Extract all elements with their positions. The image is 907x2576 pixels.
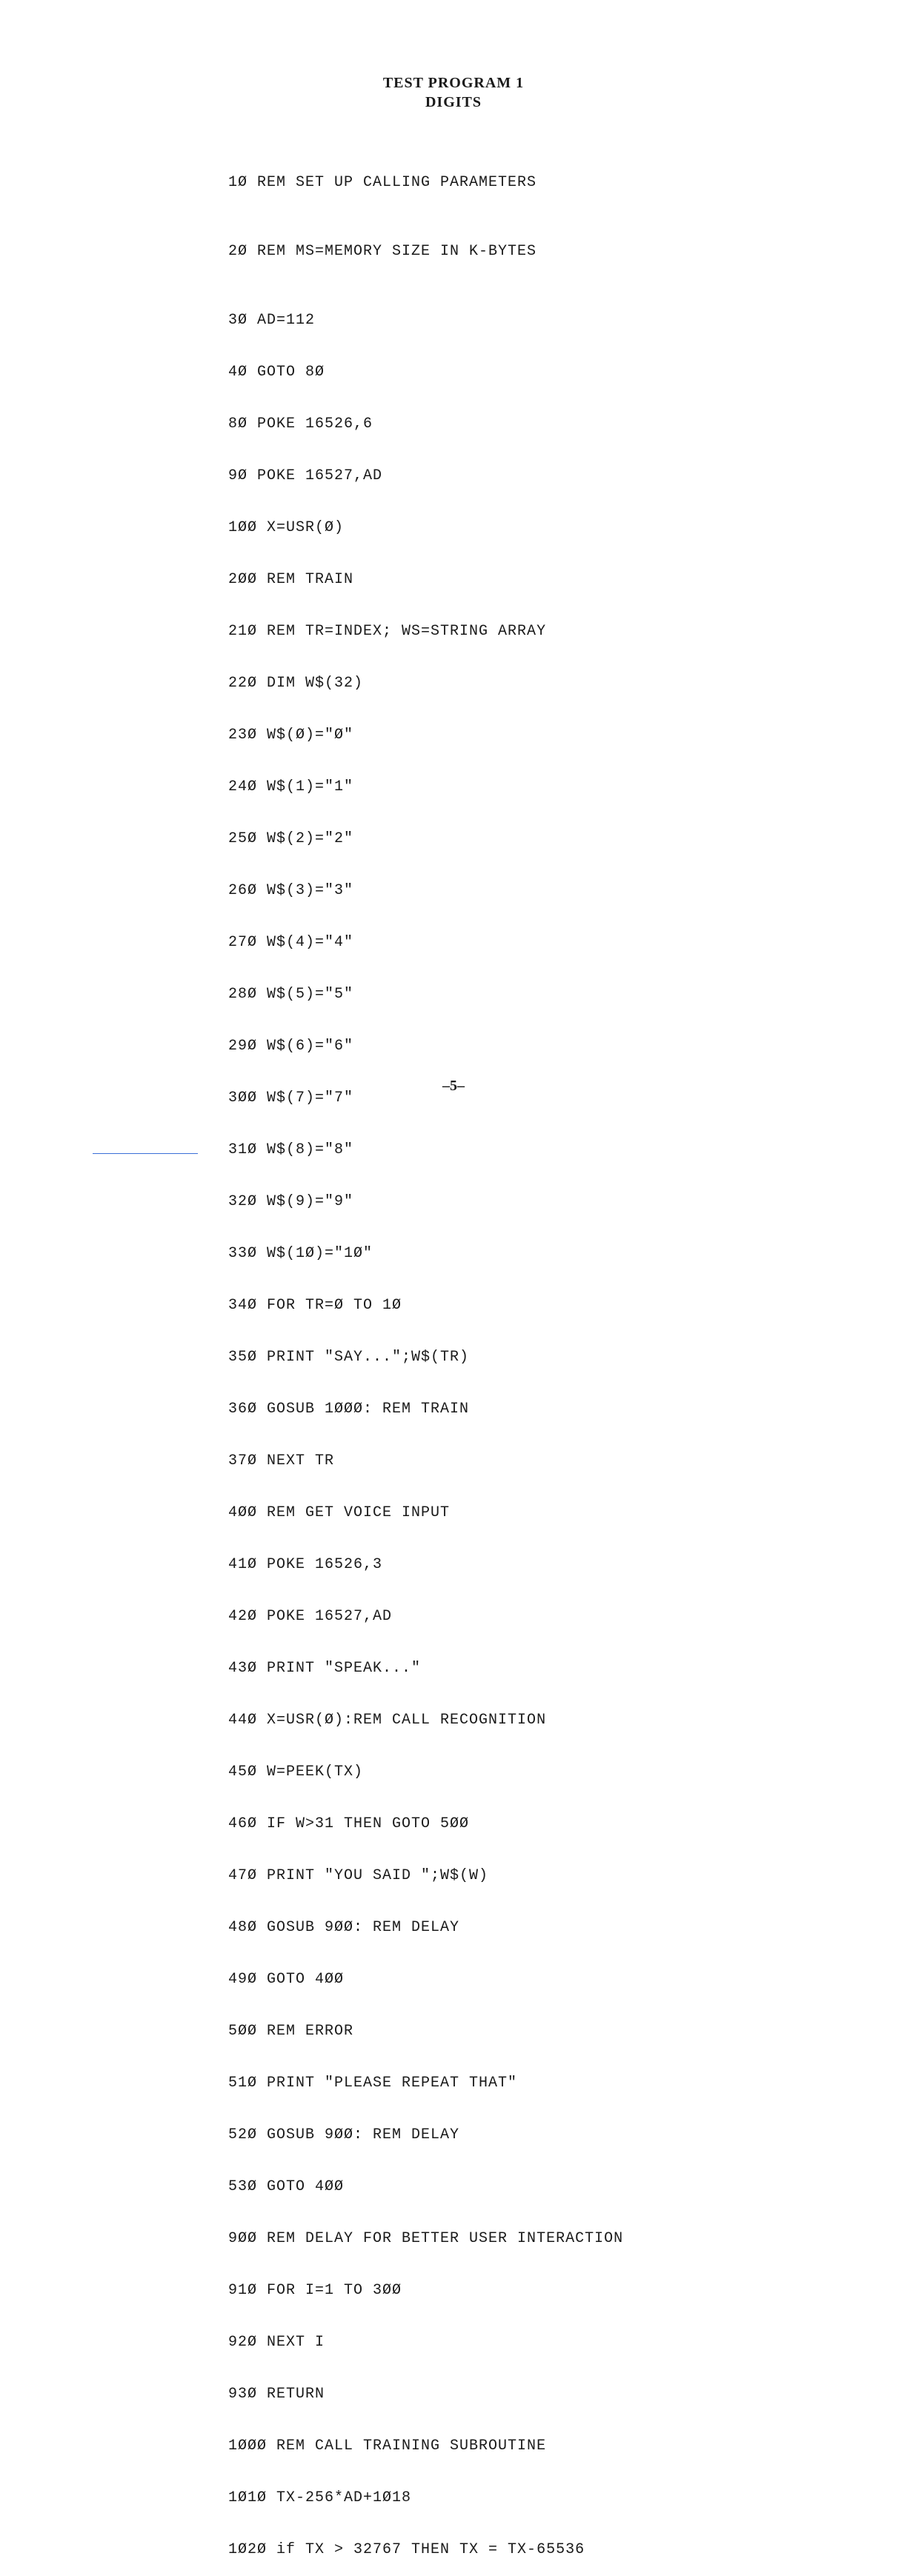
code-line: 24Ø W$(1)="1": [228, 778, 354, 795]
code-line: 46Ø IF W>31 THEN GOTO 5ØØ: [228, 1815, 470, 1832]
code-line: 2ØØ REM TRAIN: [228, 571, 354, 588]
code-line: 1Ø1Ø TX-256*AD+1Ø18: [228, 2489, 412, 2506]
code-line: 9Ø POKE 16527,AD: [228, 467, 383, 484]
code-line: 48Ø GOSUB 9ØØ: REM DELAY: [228, 1919, 460, 1936]
code-line: 36Ø GOSUB 1ØØØ: REM TRAIN: [228, 1401, 470, 1418]
code-line: 8Ø POKE 16526,6: [228, 416, 373, 433]
code-line: 53Ø GOTO 4ØØ: [228, 2178, 345, 2195]
code-line: 1ØØØ REM CALL TRAINING SUBROUTINE: [228, 2437, 547, 2455]
code-line: 27Ø W$(4)="4": [228, 934, 354, 951]
code-line: 93Ø RETURN: [228, 2386, 325, 2403]
code-line: 44Ø X=USR(Ø):REM CALL RECOGNITION: [228, 1712, 547, 1729]
code-line: 4Ø GOTO 8Ø: [228, 364, 325, 381]
code-listing: [228, 140, 880, 2576]
code-line: 43Ø PRINT "SPEAK...": [228, 1660, 422, 1677]
code-line: 26Ø W$(3)="3": [228, 882, 354, 899]
code-line: 28Ø W$(5)="5": [228, 986, 354, 1003]
code-line: 3Ø AD=112: [228, 312, 316, 329]
code-line: 21Ø REM TR=INDEX; WS=STRING ARRAY: [228, 623, 547, 640]
code-line: 92Ø NEXT I: [228, 2334, 325, 2351]
code-line: 42Ø POKE 16527,AD: [228, 1608, 393, 1625]
code-line: 1Ø REM SET UP CALLING PARAMETERS: [228, 174, 537, 191]
code-line: 23Ø W$(Ø)="Ø": [228, 727, 354, 744]
code-line: 33Ø W$(1Ø)="1Ø": [228, 1245, 373, 1262]
code-line: 35Ø PRINT "SAY...";W$(TR): [228, 1349, 470, 1366]
page-title: TEST PROGRAM 1: [382, 75, 525, 91]
code-line: 49Ø GOTO 4ØØ: [228, 1971, 345, 1988]
code-line: 51Ø PRINT "PLEASE REPEAT THAT": [228, 2075, 518, 2092]
code-line: 4ØØ REM GET VOICE INPUT: [228, 1504, 451, 1521]
code-line: 22Ø DIM W$(32): [228, 675, 364, 692]
code-line: 34Ø FOR TR=Ø TO 1Ø: [228, 1297, 402, 1314]
code-line: 47Ø PRINT "YOU SAID ";W$(W): [228, 1867, 489, 1884]
code-line: 45Ø W=PEEK(TX): [228, 1764, 364, 1781]
code-line: 9ØØ REM DELAY FOR BETTER USER INTERACTION: [228, 2230, 624, 2247]
code-line: 29Ø W$(6)="6": [228, 1038, 354, 1055]
footer-divider: [93, 1153, 198, 1154]
code-line: 91Ø FOR I=1 TO 3ØØ: [228, 2282, 402, 2299]
page-subtitle: DIGITS: [425, 94, 482, 110]
code-line: 32Ø W$(9)="9": [228, 1193, 354, 1210]
code-line: 5ØØ REM ERROR: [228, 2023, 354, 2040]
code-line: 2Ø REM MS=MEMORY SIZE IN K-BYTES: [228, 243, 537, 260]
code-line: 3ØØ W$(7)="7": [228, 1090, 354, 1107]
code-line: 25Ø W$(2)="2": [228, 830, 354, 847]
code-line: 1ØØ X=USR(Ø): [228, 519, 345, 536]
code-line: 1Ø2Ø if TX > 32767 THEN TX = TX-65536: [228, 2541, 585, 2558]
code-line: 31Ø W$(8)="8": [228, 1141, 354, 1158]
code-line: 37Ø NEXT TR: [228, 1452, 335, 1469]
code-line: 52Ø GOSUB 9ØØ: REM DELAY: [228, 2126, 460, 2143]
page-number: –5–: [442, 1078, 465, 1094]
code-line: 41Ø POKE 16526,3: [228, 1556, 383, 1573]
